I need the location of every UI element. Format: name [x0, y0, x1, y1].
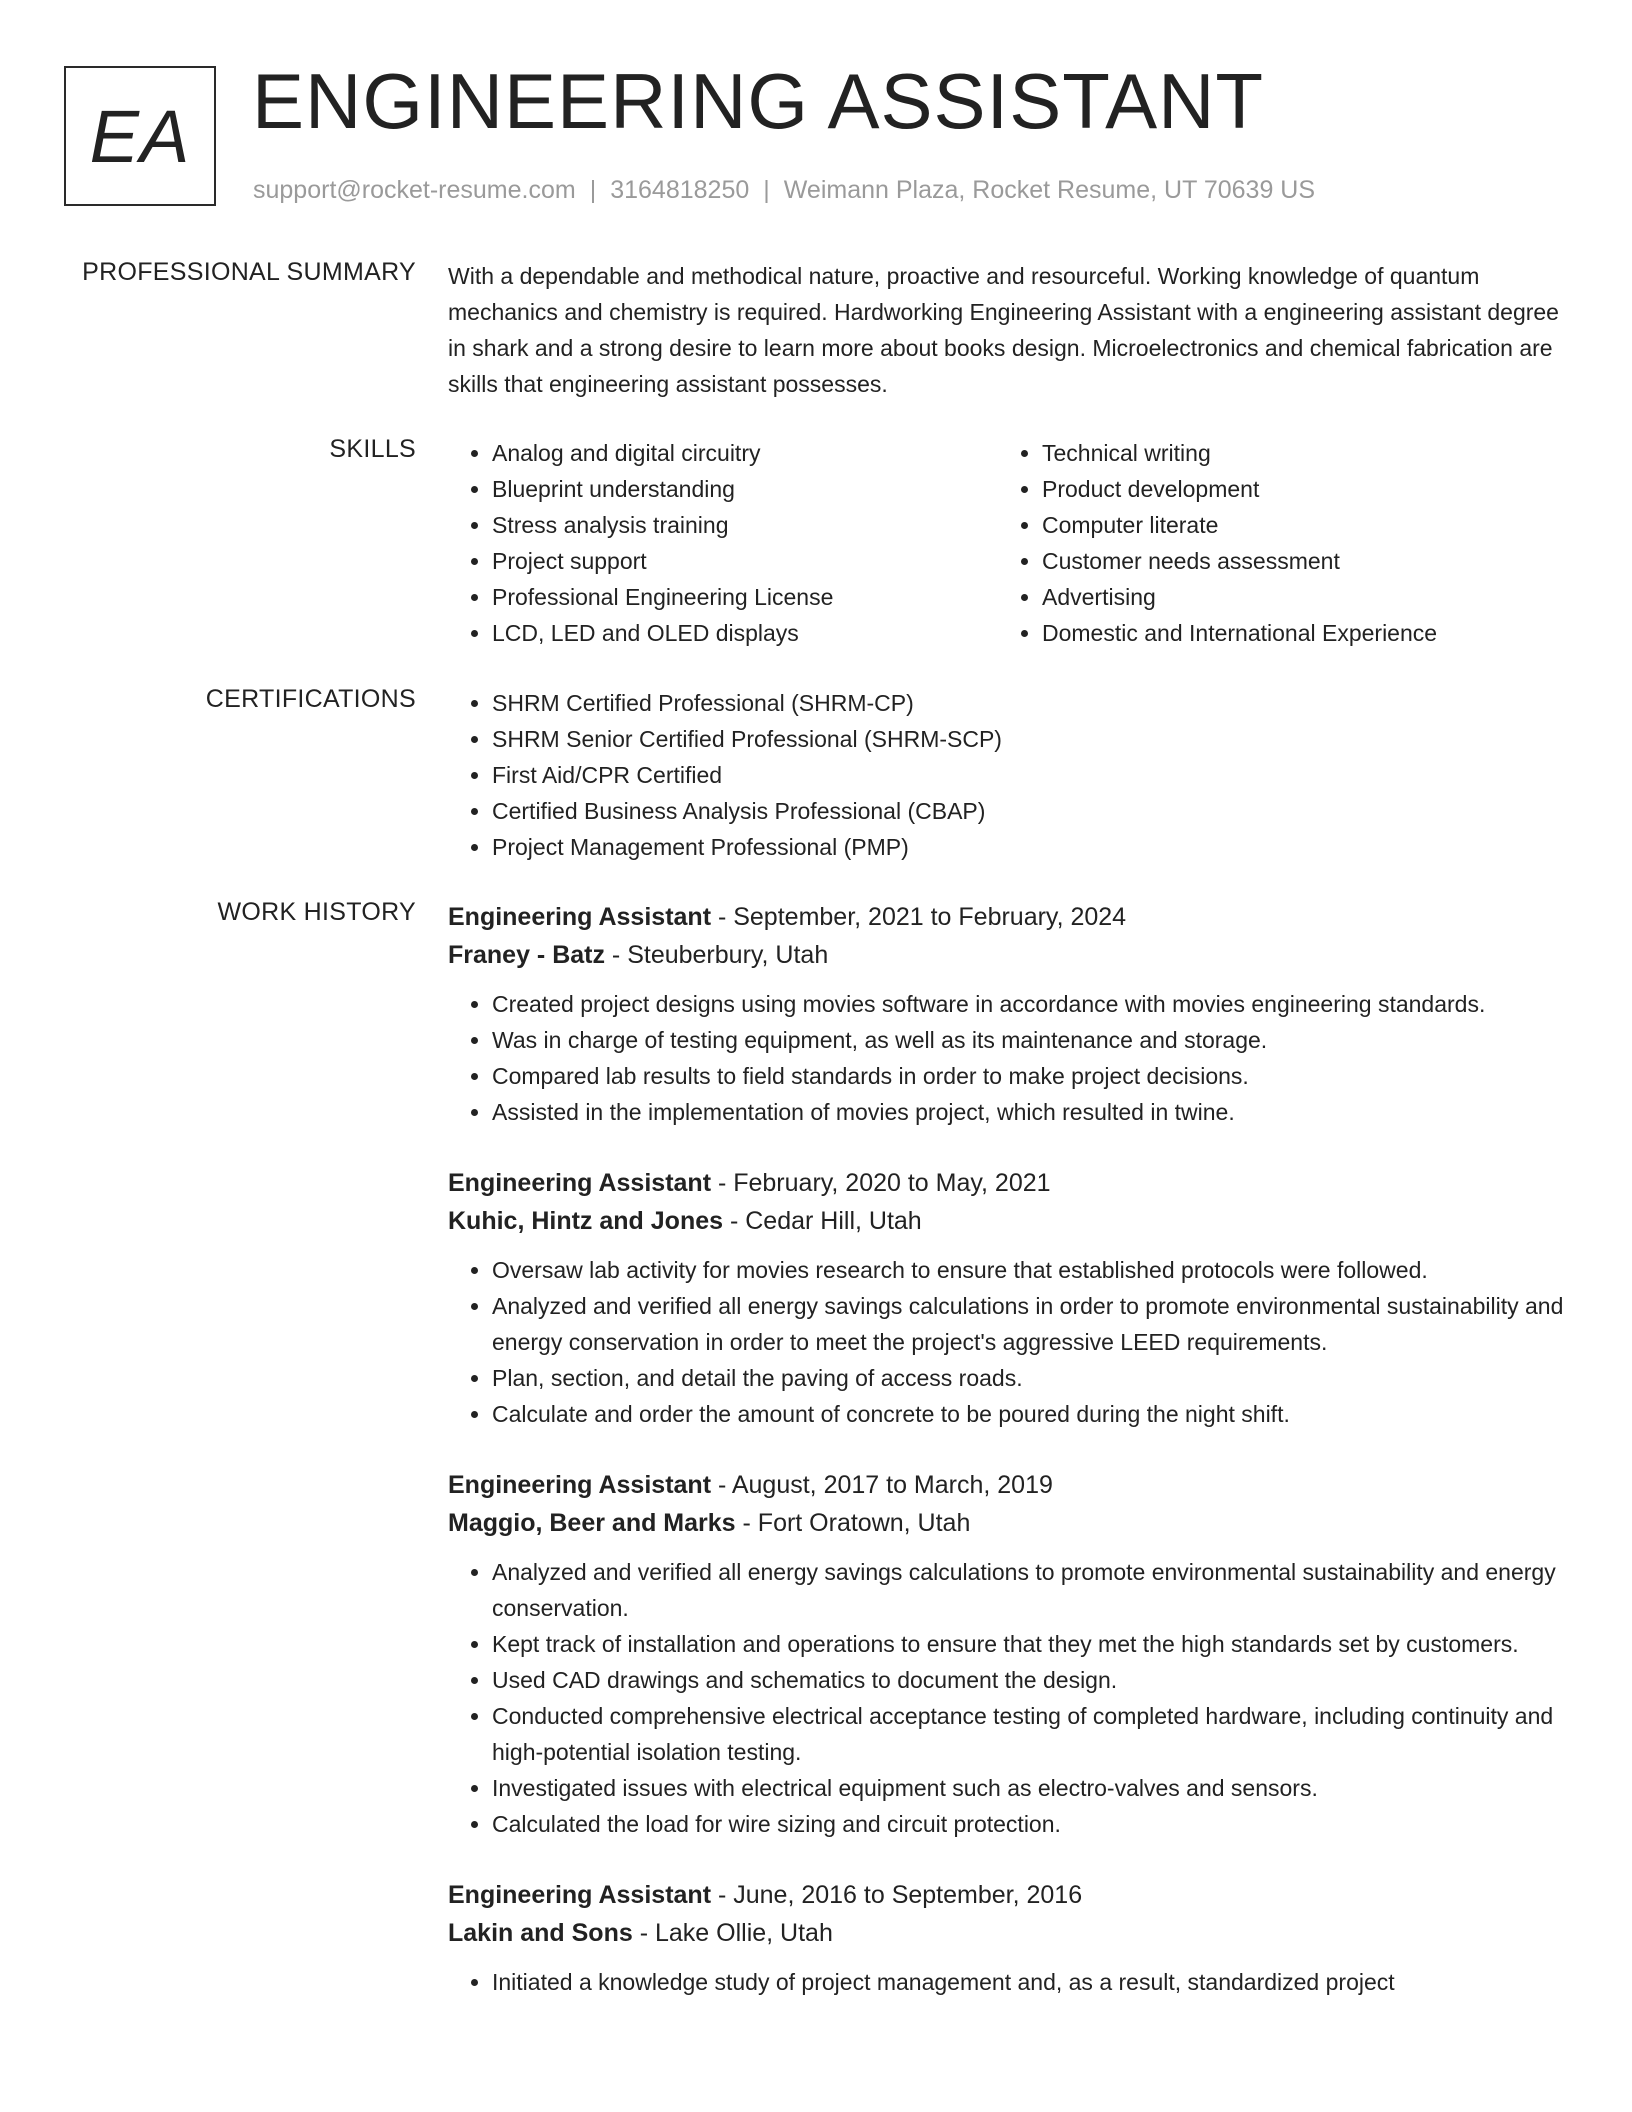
job-title: Engineering Assistant — [448, 1169, 712, 1197]
job-company: Franey - Batz — [448, 941, 605, 969]
contact-address: Weimann Plaza, Rocket Resume, UT 70639 US — [783, 176, 1316, 204]
job-duties-list — [448, 1554, 1568, 1842]
job-duty-item: • Compared lab results to field standards in order to make project decisions. — [492, 1058, 1568, 1094]
job-duty-item: • Kept track of installation and operations to ensure that they met the high standards set by customers. — [492, 1626, 1568, 1662]
skill-item: • Analog and digital circuitry — [492, 435, 998, 471]
job-company-line — [448, 1504, 1568, 1542]
section-heading-certifications: CERTIFICATIONS — [205, 685, 416, 713]
skill-item: • LCD, LED and OLED displays — [492, 615, 998, 651]
job-duty-item: • Initiated a knowledge study of project management and, as a result, standardized project — [492, 1964, 1568, 2000]
job-location: - Lake Ollie, Utah — [632, 1919, 833, 1947]
job-duty-item: • Investigated issues with electrical equipment such as electro-valves and sensors. — [492, 1770, 1568, 1806]
job-title-line — [448, 1876, 1568, 1914]
certification-item: • Certified Business Analysis Professional (CBAP) — [492, 793, 1568, 829]
job-duty-item: • Plan, section, and detail the paving of access roads. — [492, 1360, 1568, 1396]
job-entry — [448, 1876, 1568, 2000]
contact-line — [253, 176, 1315, 205]
skill-item: • Product development — [1042, 471, 1548, 507]
section-heading-skills: SKILLS — [329, 435, 416, 463]
contact-email: support@rocket-resume.com — [253, 176, 576, 204]
job-company-line — [448, 1202, 1568, 1240]
section-heading-summary: PROFESSIONAL SUMMARY — [82, 258, 416, 286]
job-entry — [448, 1466, 1568, 1842]
contact-phone: 3164818250 — [610, 176, 750, 204]
job-duty-item: • Assisted in the implementation of movies project, which resulted in twine. — [492, 1094, 1568, 1130]
skill-item: • Computer literate — [1042, 507, 1548, 543]
section-heading-work-history: WORK HISTORY — [217, 898, 416, 926]
skill-item: • Advertising — [1042, 579, 1548, 615]
resume-title: ENGINEERING ASSISTANT — [252, 57, 1265, 145]
job-duty-item: • Was in charge of testing equipment, as well as its maintenance and storage. — [492, 1022, 1568, 1058]
job-duty-item: • Analyzed and verified all energy savings calculations to promote environmental sustainability and energy conservation. — [492, 1554, 1568, 1626]
skill-item: • Domestic and International Experience — [1042, 615, 1548, 651]
job-location: - Fort Oratown, Utah — [735, 1509, 971, 1537]
job-title: Engineering Assistant — [448, 903, 712, 931]
skill-item: • Stress analysis training — [492, 507, 998, 543]
skill-item: • Project support — [492, 543, 998, 579]
skill-item: • Blueprint understanding — [492, 471, 998, 507]
job-location: - Steuberbury, Utah — [604, 941, 829, 969]
certification-item: • SHRM Certified Professional (SHRM-CP) — [492, 685, 1568, 721]
skill-item: • Professional Engineering License — [492, 579, 998, 615]
job-duties-list — [448, 986, 1568, 1130]
job-dates: - September, 2021 to February, 2024 — [711, 903, 1127, 931]
certification-item: • SHRM Senior Certified Professional (SHRM-SCP) — [492, 721, 1568, 757]
job-entry — [448, 898, 1568, 1130]
contact-separator: | — [763, 176, 770, 204]
skill-item: • Customer needs assessment — [1042, 543, 1548, 579]
job-duty-item: • Used CAD drawings and schematics to document the design. — [492, 1662, 1568, 1698]
job-title: Engineering Assistant — [448, 1471, 712, 1499]
job-duties-list — [448, 1252, 1568, 1432]
job-dates: - February, 2020 to May, 2021 — [711, 1169, 1051, 1197]
job-duty-item: • Oversaw lab activity for movies research to ensure that established protocols were followed. — [492, 1252, 1568, 1288]
job-duty-item: • Created project designs using movies software in accordance with movies engineering standards. — [492, 986, 1568, 1022]
certification-item: • First Aid/CPR Certified — [492, 757, 1568, 793]
job-location: - Cedar Hill, Utah — [723, 1207, 922, 1235]
job-title-line — [448, 898, 1568, 936]
work-history-list — [448, 898, 1568, 2034]
skills-list-left — [448, 435, 998, 651]
certifications-list — [448, 685, 1568, 865]
job-duty-item: • Conducted comprehensive electrical acceptance testing of completed hardware, including continuity and high-potential isolation testing. — [492, 1698, 1568, 1770]
job-dates: - August, 2017 to March, 2019 — [711, 1471, 1053, 1499]
job-duty-item: • Calculated the load for wire sizing and circuit protection. — [492, 1806, 1568, 1842]
job-dates: - June, 2016 to September, 2016 — [711, 1881, 1083, 1909]
summary-text: With a dependable and methodical nature, proactive and resourceful. Working knowledge of quantum mechanics and chemistry is required. Hardworking Engineering Assistant with a engineering assistant degree in shark and a strong desire to learn more about books design. Microelectronics and chemical fabrication are skills that engineering assistant possesses. — [448, 263, 1559, 397]
job-duty-item: • Calculate and order the amount of concrete to be poured during the night shift. — [492, 1396, 1568, 1432]
skills-list-right — [998, 435, 1548, 651]
job-company: Lakin and Sons — [448, 1919, 633, 1947]
job-title-line — [448, 1164, 1568, 1202]
initials-logo: EA — [64, 66, 216, 206]
contact-separator: | — [589, 176, 597, 204]
job-company-line — [448, 1914, 1568, 1952]
job-company: Maggio, Beer and Marks — [448, 1509, 736, 1537]
job-company-line — [448, 936, 1568, 974]
skill-item: • Technical writing — [1042, 435, 1548, 471]
job-title-line — [448, 1466, 1568, 1504]
job-company: Kuhic, Hintz and Jones — [448, 1207, 724, 1235]
job-title: Engineering Assistant — [448, 1881, 712, 1909]
job-entry — [448, 1164, 1568, 1432]
job-duties-list — [448, 1964, 1568, 2000]
job-duty-item: • Analyzed and verified all energy savings calculations in order to promote environmental sustainability and energy conservation in order to meet the project's aggressive LEED requirements. — [492, 1288, 1568, 1360]
certification-item: • Project Management Professional (PMP) — [492, 829, 1568, 865]
